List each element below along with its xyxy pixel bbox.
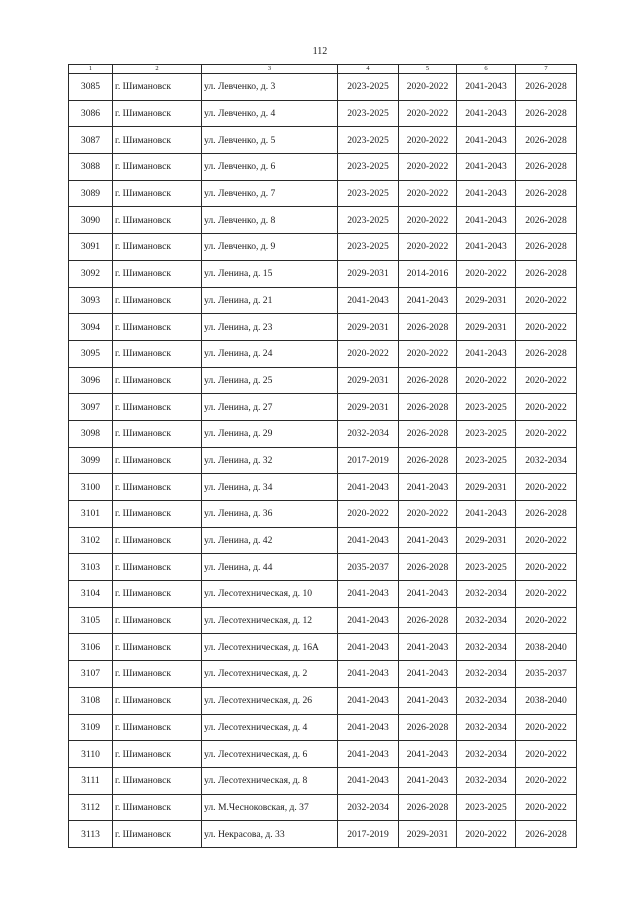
address-cell: ул. Лесотехническая, д. 4 [202, 714, 338, 741]
table-row [69, 260, 577, 287]
period-cell: 2020-2022 [399, 154, 457, 181]
period-cell: 2041-2043 [338, 474, 399, 501]
table-row [69, 100, 577, 127]
period-cell: 2041-2043 [338, 767, 399, 794]
period-cell: 2041-2043 [457, 100, 516, 127]
table-row [69, 420, 577, 447]
address-cell: ул. Лесотехническая, д. 2 [202, 661, 338, 688]
period-cell: 2041-2043 [399, 741, 457, 768]
period-cell: 2020-2022 [399, 127, 457, 154]
period-cell: 2020-2022 [338, 501, 399, 528]
city-cell: г. Шимановск [113, 661, 202, 688]
period-cell: 2032-2034 [457, 714, 516, 741]
city-cell: г. Шимановск [113, 794, 202, 821]
address-cell: ул. Лесотехническая, д. 6 [202, 741, 338, 768]
period-cell: 2026-2028 [399, 420, 457, 447]
column-number-cell: 5 [399, 65, 457, 74]
table-row [69, 741, 577, 768]
address-cell: ул. Лесотехническая, д. 26 [202, 687, 338, 714]
city-cell: г. Шимановск [113, 687, 202, 714]
city-cell: г. Шимановск [113, 714, 202, 741]
city-cell: г. Шимановск [113, 821, 202, 848]
period-cell: 2029-2031 [338, 314, 399, 341]
period-cell: 2020-2022 [516, 287, 577, 314]
city-cell: г. Шимановск [113, 367, 202, 394]
row-number-cell: 3088 [69, 154, 113, 181]
period-cell: 2041-2043 [338, 714, 399, 741]
period-cell: 2026-2028 [516, 501, 577, 528]
period-cell: 2026-2028 [516, 180, 577, 207]
page-number: 112 [312, 46, 328, 57]
address-cell: ул. Лесотехническая, д. 12 [202, 607, 338, 634]
period-cell: 2026-2028 [516, 127, 577, 154]
address-cell: ул. Ленина, д. 44 [202, 554, 338, 581]
address-cell: ул. Лесотехническая, д. 16А [202, 634, 338, 661]
row-number-cell: 3110 [69, 741, 113, 768]
row-number-cell: 3107 [69, 661, 113, 688]
period-cell: 2041-2043 [399, 661, 457, 688]
period-cell: 2029-2031 [338, 367, 399, 394]
column-number-cell: 1 [69, 65, 113, 74]
row-number-cell: 3086 [69, 100, 113, 127]
period-cell: 2020-2022 [399, 234, 457, 261]
row-number-cell: 3105 [69, 607, 113, 634]
table-row [69, 581, 577, 608]
period-cell: 2020-2022 [457, 821, 516, 848]
table-row [69, 661, 577, 688]
city-cell: г. Шимановск [113, 741, 202, 768]
period-cell: 2026-2028 [399, 554, 457, 581]
city-cell: г. Шимановск [113, 767, 202, 794]
period-cell: 2041-2043 [399, 581, 457, 608]
period-cell: 2026-2028 [399, 714, 457, 741]
period-cell: 2026-2028 [516, 260, 577, 287]
row-number-cell: 3104 [69, 581, 113, 608]
period-cell: 2020-2022 [516, 314, 577, 341]
table-row [69, 714, 577, 741]
period-cell: 2041-2043 [457, 340, 516, 367]
period-cell: 2041-2043 [338, 581, 399, 608]
period-cell: 2026-2028 [516, 207, 577, 234]
period-cell: 2014-2016 [399, 260, 457, 287]
table-row [69, 607, 577, 634]
table-row [69, 127, 577, 154]
period-cell: 2026-2028 [516, 154, 577, 181]
row-number-cell: 3090 [69, 207, 113, 234]
row-number-cell: 3106 [69, 634, 113, 661]
row-number-cell: 3102 [69, 527, 113, 554]
period-cell: 2041-2043 [399, 767, 457, 794]
table-row [69, 821, 577, 848]
period-cell: 2020-2022 [338, 340, 399, 367]
period-cell: 2023-2025 [338, 234, 399, 261]
address-cell: ул. М.Чесноковская, д. 37 [202, 794, 338, 821]
period-cell: 2017-2019 [338, 447, 399, 474]
table-body [69, 74, 577, 848]
table-row [69, 527, 577, 554]
period-cell: 2026-2028 [399, 607, 457, 634]
period-cell: 2041-2043 [338, 634, 399, 661]
row-number-cell: 3089 [69, 180, 113, 207]
table-row [69, 501, 577, 528]
city-cell: г. Шимановск [113, 260, 202, 287]
period-cell: 2032-2034 [457, 741, 516, 768]
table-row [69, 287, 577, 314]
period-cell: 2023-2025 [338, 180, 399, 207]
address-cell: ул. Ленина, д. 23 [202, 314, 338, 341]
address-cell: ул. Ленина, д. 29 [202, 420, 338, 447]
city-cell: г. Шимановск [113, 340, 202, 367]
period-cell: 2020-2022 [516, 714, 577, 741]
period-cell: 2029-2031 [338, 394, 399, 421]
period-cell: 2026-2028 [399, 394, 457, 421]
city-cell: г. Шимановск [113, 154, 202, 181]
period-cell: 2020-2022 [516, 581, 577, 608]
column-number-cell: 6 [457, 65, 516, 74]
period-cell: 2026-2028 [516, 100, 577, 127]
period-cell: 2026-2028 [516, 821, 577, 848]
column-number-cell: 4 [338, 65, 399, 74]
period-cell: 2032-2034 [457, 767, 516, 794]
period-cell: 2038-2040 [516, 634, 577, 661]
address-cell: ул. Ленина, д. 34 [202, 474, 338, 501]
address-cell: ул. Ленина, д. 21 [202, 287, 338, 314]
table-row [69, 74, 577, 101]
city-cell: г. Шимановск [113, 74, 202, 101]
city-cell: г. Шимановск [113, 287, 202, 314]
address-cell: ул. Ленина, д. 42 [202, 527, 338, 554]
address-cell: ул. Левченко, д. 7 [202, 180, 338, 207]
address-cell: ул. Ленина, д. 32 [202, 447, 338, 474]
row-number-cell: 3093 [69, 287, 113, 314]
row-number-cell: 3095 [69, 340, 113, 367]
row-number-cell: 3108 [69, 687, 113, 714]
period-cell: 2020-2022 [516, 420, 577, 447]
period-cell: 2029-2031 [399, 821, 457, 848]
city-cell: г. Шимановск [113, 314, 202, 341]
row-number-cell: 3109 [69, 714, 113, 741]
table-row [69, 180, 577, 207]
period-cell: 2026-2028 [516, 340, 577, 367]
period-cell: 2020-2022 [399, 100, 457, 127]
period-cell: 2026-2028 [399, 794, 457, 821]
table-row [69, 474, 577, 501]
address-cell: ул. Ленина, д. 36 [202, 501, 338, 528]
table-row [69, 394, 577, 421]
address-cell: ул. Левченко, д. 8 [202, 207, 338, 234]
row-number-cell: 3101 [69, 501, 113, 528]
period-cell: 2032-2034 [338, 794, 399, 821]
period-cell: 2041-2043 [457, 180, 516, 207]
period-cell: 2026-2028 [399, 367, 457, 394]
city-cell: г. Шимановск [113, 127, 202, 154]
period-cell: 2041-2043 [457, 127, 516, 154]
table-row [69, 367, 577, 394]
period-cell: 2020-2022 [399, 180, 457, 207]
period-cell: 2020-2022 [457, 260, 516, 287]
column-number-cell: 3 [202, 65, 338, 74]
row-number-cell: 3099 [69, 447, 113, 474]
address-cell: ул. Лесотехническая, д. 10 [202, 581, 338, 608]
period-cell: 2020-2022 [516, 607, 577, 634]
row-number-cell: 3111 [69, 767, 113, 794]
period-cell: 2041-2043 [338, 741, 399, 768]
period-cell: 2023-2025 [457, 420, 516, 447]
city-cell: г. Шимановск [113, 527, 202, 554]
column-number-row [69, 65, 577, 74]
table-row [69, 340, 577, 367]
city-cell: г. Шимановск [113, 581, 202, 608]
period-cell: 2020-2022 [516, 394, 577, 421]
period-cell: 2020-2022 [516, 367, 577, 394]
row-number-cell: 3085 [69, 74, 113, 101]
row-number-cell: 3094 [69, 314, 113, 341]
period-cell: 2026-2028 [516, 234, 577, 261]
period-cell: 2041-2043 [457, 207, 516, 234]
period-cell: 2023-2025 [457, 394, 516, 421]
address-cell: ул. Левченко, д. 5 [202, 127, 338, 154]
address-cell: ул. Ленина, д. 27 [202, 394, 338, 421]
period-cell: 2023-2025 [338, 127, 399, 154]
period-cell: 2029-2031 [457, 287, 516, 314]
table-row [69, 447, 577, 474]
table-row [69, 207, 577, 234]
period-cell: 2032-2034 [338, 420, 399, 447]
period-cell: 2023-2025 [338, 154, 399, 181]
column-number-cell: 2 [113, 65, 202, 74]
period-cell: 2029-2031 [338, 260, 399, 287]
period-cell: 2032-2034 [516, 447, 577, 474]
address-cell: ул. Левченко, д. 9 [202, 234, 338, 261]
period-cell: 2023-2025 [457, 447, 516, 474]
city-cell: г. Шимановск [113, 607, 202, 634]
period-cell: 2041-2043 [399, 287, 457, 314]
row-number-cell: 3092 [69, 260, 113, 287]
period-cell: 2029-2031 [457, 527, 516, 554]
period-cell: 2023-2025 [457, 554, 516, 581]
period-cell: 2032-2034 [457, 581, 516, 608]
address-cell: ул. Ленина, д. 25 [202, 367, 338, 394]
period-cell: 2041-2043 [399, 634, 457, 661]
table-row [69, 314, 577, 341]
period-cell: 2041-2043 [338, 607, 399, 634]
period-cell: 2038-2040 [516, 687, 577, 714]
table-row [69, 767, 577, 794]
period-cell: 2020-2022 [516, 794, 577, 821]
table-row [69, 687, 577, 714]
period-cell: 2023-2025 [338, 207, 399, 234]
row-number-cell: 3091 [69, 234, 113, 261]
city-cell: г. Шимановск [113, 100, 202, 127]
period-cell: 2041-2043 [338, 687, 399, 714]
period-cell: 2041-2043 [399, 527, 457, 554]
period-cell: 2041-2043 [338, 527, 399, 554]
address-cell: ул. Левченко, д. 3 [202, 74, 338, 101]
period-cell: 2026-2028 [516, 74, 577, 101]
city-cell: г. Шимановск [113, 420, 202, 447]
city-cell: г. Шимановск [113, 394, 202, 421]
period-cell: 2026-2028 [399, 447, 457, 474]
address-cell: ул. Левченко, д. 4 [202, 100, 338, 127]
period-cell: 2041-2043 [457, 234, 516, 261]
row-number-cell: 3103 [69, 554, 113, 581]
period-cell: 2020-2022 [516, 527, 577, 554]
period-cell: 2032-2034 [457, 634, 516, 661]
period-cell: 2041-2043 [457, 501, 516, 528]
period-cell: 2020-2022 [516, 767, 577, 794]
period-cell: 2032-2034 [457, 661, 516, 688]
table-row [69, 794, 577, 821]
address-cell: ул. Ленина, д. 24 [202, 340, 338, 367]
city-cell: г. Шимановск [113, 207, 202, 234]
address-cell: ул. Лесотехническая, д. 8 [202, 767, 338, 794]
period-cell: 2020-2022 [457, 367, 516, 394]
table-row [69, 234, 577, 261]
row-number-cell: 3087 [69, 127, 113, 154]
row-number-cell: 3096 [69, 367, 113, 394]
row-number-cell: 3097 [69, 394, 113, 421]
period-cell: 2023-2025 [338, 100, 399, 127]
period-cell: 2020-2022 [516, 554, 577, 581]
column-number-cell: 7 [516, 65, 577, 74]
period-cell: 2035-2037 [338, 554, 399, 581]
row-number-cell: 3113 [69, 821, 113, 848]
table-row [69, 634, 577, 661]
period-cell: 2041-2043 [399, 687, 457, 714]
period-cell: 2023-2025 [457, 794, 516, 821]
registry-table [68, 64, 577, 848]
period-cell: 2026-2028 [399, 314, 457, 341]
address-cell: ул. Левченко, д. 6 [202, 154, 338, 181]
period-cell: 2020-2022 [516, 741, 577, 768]
period-cell: 2020-2022 [399, 207, 457, 234]
city-cell: г. Шимановск [113, 554, 202, 581]
period-cell: 2041-2043 [338, 661, 399, 688]
row-number-cell: 3098 [69, 420, 113, 447]
city-cell: г. Шимановск [113, 474, 202, 501]
period-cell: 2041-2043 [457, 154, 516, 181]
period-cell: 2032-2034 [457, 687, 516, 714]
city-cell: г. Шимановск [113, 447, 202, 474]
row-number-cell: 3112 [69, 794, 113, 821]
period-cell: 2032-2034 [457, 607, 516, 634]
table-row [69, 554, 577, 581]
period-cell: 2041-2043 [457, 74, 516, 101]
period-cell: 2041-2043 [338, 287, 399, 314]
period-cell: 2017-2019 [338, 821, 399, 848]
period-cell: 2035-2037 [516, 661, 577, 688]
table-row [69, 154, 577, 181]
period-cell: 2020-2022 [399, 340, 457, 367]
city-cell: г. Шимановск [113, 180, 202, 207]
period-cell: 2020-2022 [399, 501, 457, 528]
period-cell: 2029-2031 [457, 314, 516, 341]
city-cell: г. Шимановск [113, 234, 202, 261]
row-number-cell: 3100 [69, 474, 113, 501]
city-cell: г. Шимановск [113, 634, 202, 661]
period-cell: 2023-2025 [338, 74, 399, 101]
address-cell: ул. Ленина, д. 15 [202, 260, 338, 287]
period-cell: 2020-2022 [516, 474, 577, 501]
period-cell: 2020-2022 [399, 74, 457, 101]
city-cell: г. Шимановск [113, 501, 202, 528]
address-cell: ул. Некрасова, д. 33 [202, 821, 338, 848]
period-cell: 2029-2031 [457, 474, 516, 501]
period-cell: 2041-2043 [399, 474, 457, 501]
